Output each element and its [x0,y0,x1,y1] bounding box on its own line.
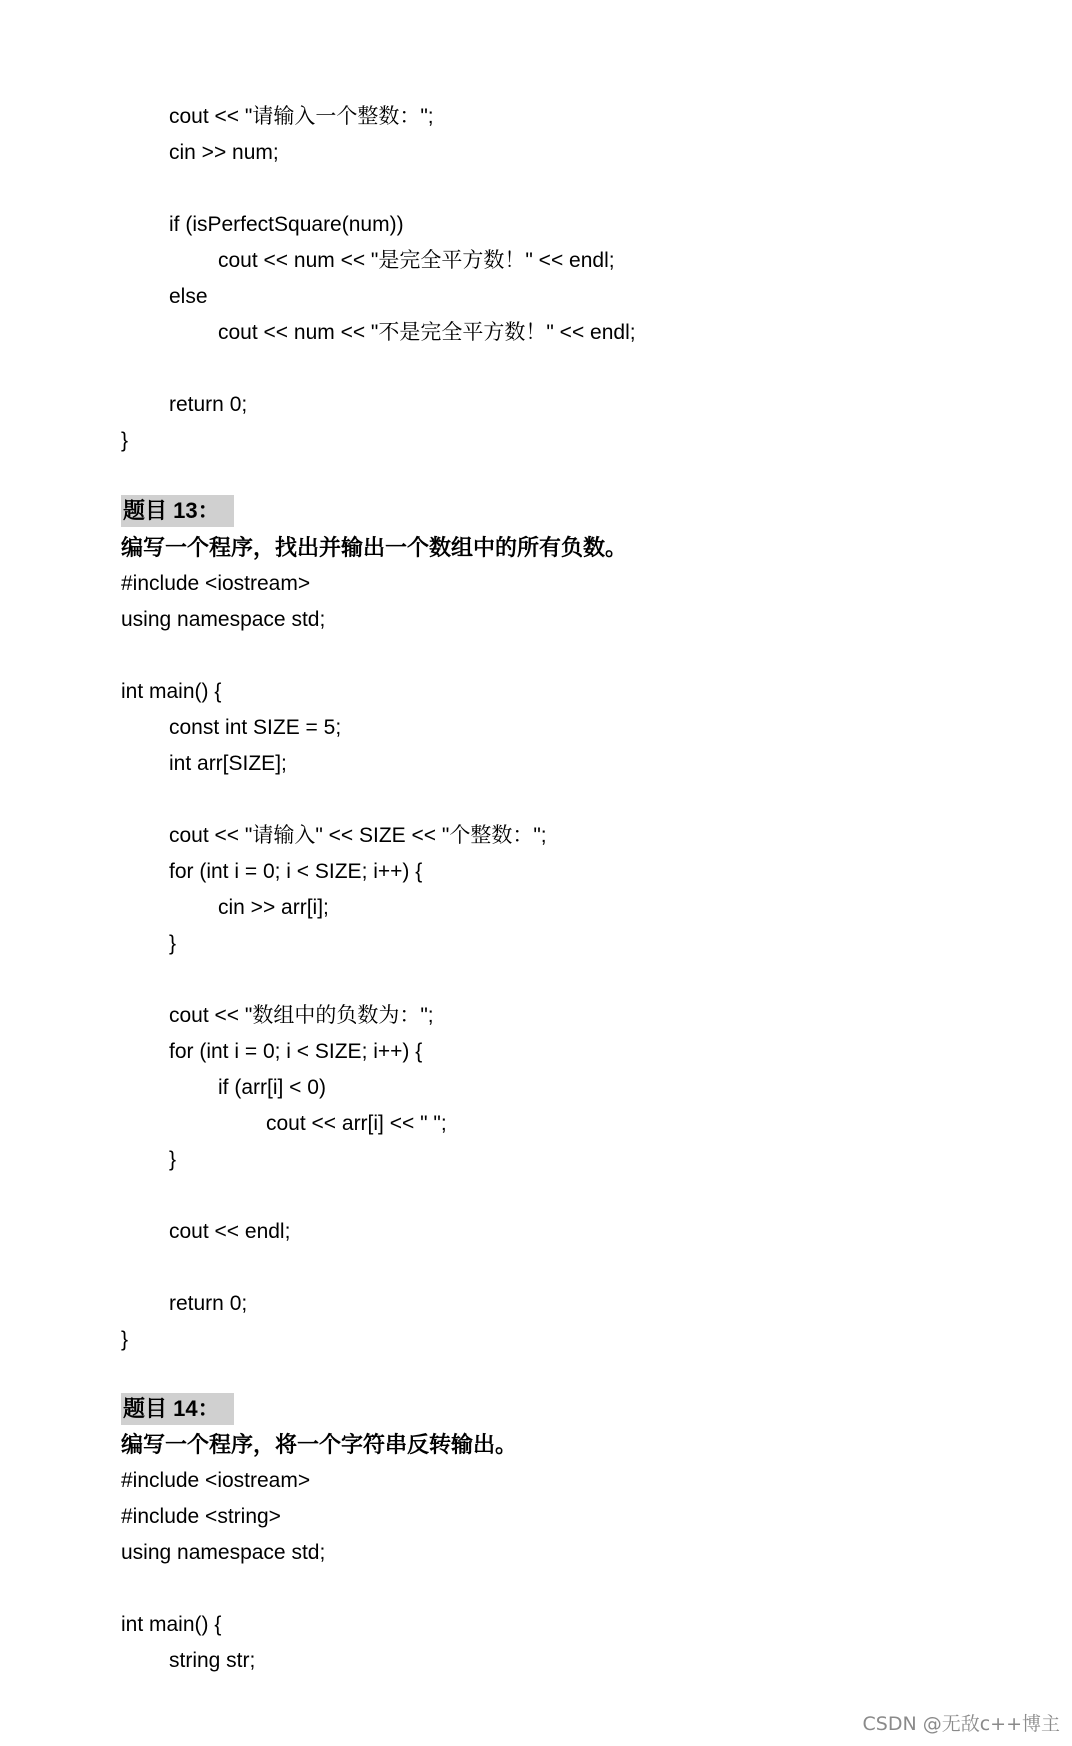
problem-14-description: 编写一个程序，将一个字符串反转输出。 [121,1432,518,1457]
problem-13-heading: 题目 13： [121,495,234,527]
code-line: if (arr[i] < 0) [218,1076,326,1099]
code-line: } [121,429,129,452]
code-line: string str; [169,1649,256,1672]
csdn-watermark: CSDN @无敌c++博主 [862,1713,1060,1735]
code-line: } [169,932,177,955]
code-line: int main() { [121,680,222,703]
code-line: } [121,1328,129,1351]
code-line: int main() { [121,1613,222,1636]
code-line: cin >> arr[i]; [218,896,329,919]
code-line: using namespace std; [121,608,326,631]
code-line: cout << num << "是完全平方数！" << endl; [218,249,615,272]
code-line: return 0; [169,393,248,416]
code-line: cout << "请输入一个整数："; [169,105,434,128]
code-line: cout << num << "不是完全平方数！" << endl; [218,321,636,344]
code-line: using namespace std; [121,1541,326,1564]
code-line: cout << arr[i] << " "; [266,1112,447,1135]
code-line: } [169,1148,177,1171]
code-line: return 0; [169,1292,248,1315]
code-line: #include <iostream> [121,1469,311,1492]
code-line: for (int i = 0; i < SIZE; i++) { [169,1040,423,1063]
code-line: cout << "请输入" << SIZE << "个整数："; [169,824,547,847]
code-line: const int SIZE = 5; [169,716,342,739]
code-line: #include <string> [121,1505,281,1528]
code-line: int arr[SIZE]; [169,752,287,775]
code-line: cout << endl; [169,1220,291,1243]
code-line: if (isPerfectSquare(num)) [169,213,404,236]
code-line: else [169,285,208,308]
problem-13-description: 编写一个程序，找出并输出一个数组中的所有负数。 [121,535,628,560]
code-line: cin >> num; [169,141,279,164]
code-line: cout << "数组中的负数为："; [169,1004,434,1027]
code-line: for (int i = 0; i < SIZE; i++) { [169,860,423,883]
problem-14-heading: 题目 14： [121,1393,234,1425]
code-line: #include <iostream> [121,572,311,595]
